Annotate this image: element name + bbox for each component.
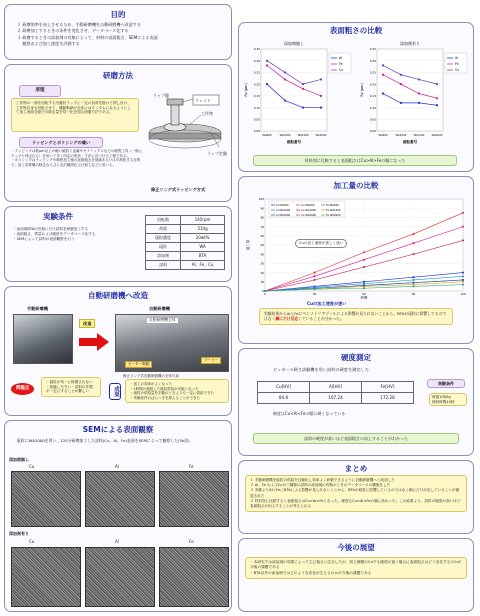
data-point — [400, 83, 402, 85]
y-tick-label: 90 — [260, 206, 264, 211]
y-tick-label: 0.00 — [369, 129, 376, 134]
legend-label: Cu WA1000 — [301, 209, 317, 212]
y-tick-label: 70 — [260, 224, 264, 229]
legend-label: Cu — [339, 68, 344, 72]
y-tick-label: 50 — [260, 243, 264, 248]
plot-area — [377, 49, 443, 131]
x-tick-label: WA2000 — [431, 134, 443, 137]
future-text: ・本研究では添加剤の効果によって主に粗さに注目したが、同じ種類のCuでも硬度が違う場合に表面粗さはどう変化するのかが今後の課題である ・BTA以外の添加剤ではどのような変化が生じるのかが今後の課題である — [245, 557, 467, 579]
result-text: ・加工の効率がよくなった ・1時間の連続した砥粒供給が可能となった ・砥粒の供給量を手動のときよりも一定に供給できた ・実験条件のばらつきを抑えることができた — [125, 379, 229, 403]
table-cell: 172.28 — [362, 393, 414, 404]
sem-panel — [4, 420, 232, 612]
x-tick-label: 120 — [460, 292, 466, 296]
summary-heading: まとめ — [344, 464, 368, 473]
data-point — [413, 242, 415, 244]
data-point — [400, 74, 402, 76]
y-tick-label: 0.05 — [253, 117, 260, 122]
x-tick-label: 30 — [312, 292, 317, 296]
table-header: Cu[HV] — [258, 382, 310, 393]
rate-note-text: 実験結果からAlとFeにペンソトリアゾールによる影響が見られないことから、BTAが砥粒に影響してるのではなく — [264, 311, 447, 322]
conditions-note: ・添加剤BTAの有無にだけ試料を研磨加工する ・表面粗さ、質量および硬度をデータベース化する ・SEMによって試料の表面観察を行う — [13, 227, 96, 242]
sem-mat-al-2: Al — [115, 539, 119, 544]
data-point — [462, 279, 464, 281]
data-point — [382, 64, 384, 66]
x-tick-label: WA1000 — [279, 134, 291, 137]
photo-tag: 自動研磨機全体 — [149, 317, 176, 322]
table-row — [146, 243, 225, 252]
legend-label: Fe — [455, 62, 459, 66]
principle-label: 原理 — [19, 85, 61, 97]
legend-label: Fe WA1000 — [326, 209, 341, 212]
rate-callout: Cuの加工速度が速い — [307, 301, 347, 306]
data-point — [382, 92, 384, 94]
table-cell: 145rpm — [181, 216, 225, 225]
diagram-label-weight: ウェイト — [195, 98, 211, 103]
chart-title: 添加剤無し — [284, 41, 304, 46]
table-cell: 荷重 — [146, 225, 181, 234]
summary-panel — [238, 460, 474, 534]
hardness-intro: ビッカース硬さ試験機を用い試料の硬度を測定した — [273, 367, 369, 372]
legend-label: Al — [455, 56, 459, 60]
method-heading: 研磨方法 — [103, 71, 133, 80]
hardness-heading: 硬度測定 — [341, 353, 371, 362]
y-tick-label: 10 — [260, 280, 264, 284]
table-header: Fe[HV] — [362, 382, 414, 393]
data-point — [363, 281, 365, 283]
data-point — [320, 95, 322, 97]
data-point — [413, 253, 415, 255]
table-cell: BTA — [181, 252, 225, 261]
legend-label: Cu WA2000 — [301, 214, 317, 217]
data-point — [462, 226, 464, 228]
y-tick-label: 0.10 — [253, 105, 260, 110]
table-cell: WA — [181, 243, 225, 252]
conditions-table — [145, 215, 225, 270]
hardness-note: 硬度はCu<Al<Feの順に硬くなっている — [273, 411, 346, 416]
roughness-chart-untreated — [243, 39, 355, 149]
rate-inner-label: Cuの加工速度が著しく速い — [295, 239, 347, 248]
x-axis-label: 時間 — [360, 296, 368, 299]
table-cell: 砥粒濃度 — [146, 234, 181, 243]
data-point — [413, 233, 415, 235]
legend-label: Al — [339, 56, 343, 60]
sem-row1-label: 添加剤無し — [9, 457, 29, 462]
pulley-tag: プーリー — [201, 357, 221, 364]
data-point — [266, 60, 268, 62]
future-panel — [238, 538, 474, 612]
data-point — [363, 285, 365, 287]
sem-mat-cu-2: Cu — [29, 539, 35, 544]
data-point — [413, 284, 415, 286]
roughness-panel — [238, 22, 474, 172]
auto-machine-label: 自動研磨機 — [149, 306, 170, 311]
data-point — [382, 74, 384, 76]
modify-arrow-label: 改造 — [79, 319, 95, 328]
sem-mat-fe-2: Fe — [189, 539, 194, 544]
data-point — [284, 71, 286, 73]
data-point — [320, 78, 322, 80]
summary-list — [245, 475, 467, 512]
rate-panel — [238, 176, 474, 344]
sem-image-fe-untreated — [159, 471, 229, 527]
table-cell: 砥粒 — [146, 243, 181, 252]
sem-image-al-treated — [85, 547, 155, 607]
x-tick-label: WA600 — [378, 134, 388, 137]
data-point — [264, 290, 266, 292]
purpose-panel — [4, 4, 232, 60]
data-point — [302, 88, 304, 90]
rate-chart — [243, 193, 471, 299]
sem-intro: 砥粒にWA2000を用い、120分研磨加工した試料(Cu、Al、Fe)表面をSEMによって観察した(5k倍) — [13, 438, 190, 443]
legend-label: Fe WA2000 — [326, 214, 341, 217]
table-row — [146, 234, 225, 243]
y-tick-label: 0.30 — [253, 58, 260, 63]
plot-area — [261, 49, 327, 131]
data-point — [314, 288, 316, 290]
purpose-item: 観察および加工速度を評価する — [17, 41, 80, 47]
table-row — [146, 252, 225, 261]
data-point — [418, 92, 420, 94]
data-point — [413, 282, 415, 284]
x-tick-label: WA2000 — [315, 134, 327, 137]
y-tick-label: 0.25 — [253, 70, 260, 75]
conditions-heading: 実験条件 — [43, 212, 73, 221]
sem-image-cu-treated — [11, 547, 81, 607]
data-point — [363, 287, 365, 289]
data-point — [314, 279, 316, 281]
summary-item: １ 手動研磨機を砥粒の供給を自動化し効率よく研磨できるように自動研磨機へと改造した — [250, 478, 395, 482]
sem-image-cu-untreated — [11, 471, 81, 527]
y-tick-label: 80 — [260, 215, 264, 220]
hardness-panel — [238, 348, 474, 456]
x-tick-label: 60 — [362, 292, 366, 296]
diff-label: ラッピングとポリシングの違い — [19, 137, 103, 148]
legend-label: Cu WA600 — [301, 204, 315, 207]
data-point — [418, 78, 420, 80]
roughness-chart-treated — [359, 39, 471, 149]
data-point — [363, 251, 365, 253]
problem-label: 問題点 — [11, 383, 34, 395]
y-tick-label: 0.35 — [253, 47, 260, 52]
hardness-conclusion: 試料の硬度が高いほど表面粗さの向上することがわかった — [253, 433, 459, 444]
photo-caption: 修正リング式自動研磨機の全体写真 — [123, 374, 179, 378]
y-tick-label: 0.25 — [369, 70, 376, 75]
legend-label: Al WA1000 — [276, 209, 291, 212]
x-tick-label: 0 — [264, 292, 266, 296]
y-axis-label: 加工量 — [246, 239, 250, 251]
y-tick-label: 0.00 — [253, 129, 260, 134]
y-tick-label: 100 — [258, 197, 264, 202]
purpose-list — [17, 22, 158, 47]
data-point — [436, 104, 438, 106]
data-point — [462, 284, 464, 286]
result-label: 成果 — [109, 383, 121, 400]
x-axis-label: 砥粒番号 — [286, 140, 302, 144]
data-point — [314, 272, 316, 274]
method-panel — [4, 64, 232, 202]
table-row — [258, 393, 414, 404]
rate-note — [259, 308, 453, 325]
data-point — [284, 99, 286, 101]
y-axis-label: Ra (μm) — [360, 83, 364, 97]
table-cell: 107.24 — [310, 393, 362, 404]
purpose-item: １ 研磨効率を向上させるため、手動研磨機を自動研磨機へ改造する — [17, 22, 141, 27]
roughness-heading: 表面粗さの比較 — [329, 26, 383, 35]
diagram-label-plate: ラップ定盤 — [207, 151, 227, 156]
y-tick-label: 0.05 — [369, 117, 376, 122]
data-point — [462, 272, 464, 274]
y-axis-label: Ra (μm) — [244, 83, 248, 97]
table-cell: Al、Fe、Cu — [181, 261, 225, 270]
table-cell: 添加剤 — [146, 252, 181, 261]
data-point — [462, 240, 464, 242]
purpose-heading: 目的 — [110, 10, 126, 19]
legend-label: Al WA600 — [276, 204, 289, 207]
data-point — [302, 106, 304, 108]
table-cell: 510g — [181, 225, 225, 234]
manual-machine-label: 手動研磨機 — [27, 306, 48, 311]
data-point — [266, 83, 268, 85]
chart-title: 添加剤有り — [400, 41, 420, 46]
y-tick-label: 0.10 — [369, 105, 376, 110]
purpose-item: ２ 研磨加工するときの条件を変化させ、データベース化する — [17, 28, 129, 34]
table-row — [146, 261, 225, 270]
table-cell: 84.6 — [258, 393, 310, 404]
y-tick-label: 0.20 — [253, 82, 260, 87]
data-point — [413, 286, 415, 288]
table-cell: 20wt% — [181, 234, 225, 243]
auto-heading: 自動研磨機へ改造 — [88, 291, 148, 300]
x-tick-label: WA600 — [262, 134, 272, 137]
y-tick-label: 0.15 — [253, 94, 260, 99]
hardness-cond-label: 実験条件 — [427, 379, 465, 388]
diff-text: ・ラッピングは数μm以上の硬い砥粒と金属やセラミックスなどの硬質工具（一般にラップと呼ばれる）を用いて早く所定の形状・寸法に近づける工程である。 ・ポリシングはラッピングや精密加工後の表面粗さを低減あるいは平滑化する目的で、加工変質層の除去ならびに光沢鏡面仕上げ加工などに用いる。 — [11, 149, 143, 168]
table-cell: 回転数 — [146, 216, 181, 225]
data-point — [284, 78, 286, 80]
data-point — [266, 64, 268, 66]
legend-label: Fe — [339, 62, 343, 66]
x-tick-label: 90 — [411, 292, 416, 296]
legend-label: Fe WA600 — [326, 204, 339, 207]
y-tick-label: 0 — [262, 289, 264, 294]
data-point — [436, 97, 438, 99]
summary-item: ３ 実験よりAlとFeにBTAによる影響が見られないことから、BTAが砥粒に影響しているのではなく銅にだけ反応していることが確認された — [250, 488, 460, 498]
table-header: Al[HV] — [310, 382, 362, 393]
data-point — [418, 102, 420, 104]
data-point — [363, 283, 365, 285]
data-point — [462, 275, 464, 277]
diagram-label-workpiece: 工作物 — [201, 111, 213, 116]
y-tick-label: 20 — [260, 270, 264, 275]
diagram-caption: 修正リング式ラッピング方式 — [151, 187, 206, 192]
y-tick-label: 0.20 — [369, 82, 376, 87]
table-cell: 試料 — [146, 261, 181, 270]
rate-heading: 加工量の比較 — [333, 181, 379, 190]
sem-mat-al-1: Al — [115, 464, 119, 469]
purpose-item: ３ 研磨するときの添加剤の有無によって、材料の表面粗さ、SEMによる表面 — [17, 34, 158, 40]
conditions-panel — [4, 206, 232, 282]
data-point — [462, 212, 464, 214]
data-point — [413, 276, 415, 278]
table-row — [146, 216, 225, 225]
data-point — [320, 106, 322, 108]
hardness-table — [257, 381, 414, 404]
sem-heading: SEMによる表面観察 — [82, 425, 154, 434]
x-tick-label: WA1000 — [395, 134, 407, 137]
rate-note-red: 銅にだけ反応 — [275, 316, 299, 322]
right-arrow-icon — [79, 333, 109, 351]
sem-row2-label: 添加剤有り — [9, 531, 29, 536]
table-row — [258, 382, 414, 393]
x-tick-label: WA1500 — [297, 134, 309, 137]
data-point — [302, 83, 304, 85]
auto-panel — [4, 286, 232, 416]
problem-text: ・砥粒が均一に研磨されない ・乾燥しやすい・試料の作製が一定にすることが難しい — [41, 377, 101, 397]
data-point — [436, 83, 438, 85]
manual-machine-photo — [13, 314, 73, 364]
y-tick-label: 0.35 — [369, 47, 376, 52]
data-point — [462, 281, 464, 283]
sem-mat-cu-1: Cu — [29, 464, 35, 469]
data-point — [363, 266, 365, 268]
y-tick-label: 0.15 — [369, 94, 376, 99]
legend-label: Cu — [455, 68, 460, 72]
legend-label: Al WA2000 — [276, 214, 291, 217]
y-tick-label: 60 — [260, 234, 264, 238]
y-tick-label: 40 — [260, 252, 264, 257]
future-heading: 今後の展望 — [337, 543, 375, 552]
sem-image-al-untreated — [85, 471, 155, 527]
data-point — [413, 279, 415, 281]
data-point — [314, 275, 316, 277]
principle-text: 工作物の一面を回転する円盤状ラップに一定の負荷を掛けて押し付け、工作物自身も回転させて、運動軌跡が全体にはランダムになるようにして加工表面全面での除去量を均一化を図る研磨方法である。 — [11, 98, 139, 132]
summary-item: ２ Al、Fe およびCuの三種類の試料の添加剤の有無のときのデータベースの構築をした — [250, 483, 391, 488]
hardness-cond-text: 荷重1000g 保持時間15秒 — [429, 393, 467, 406]
summary-item: ４ 材料別に比較すると表面粗さはCu>Al>Feとなった。硬度もCu<Al<Feの順に高かった。この結果より、試料の硬度が高いほど表面粗さが向上することが考えられる — [250, 498, 461, 509]
roughness-conclusion: 材料別に比較すると表面粗さはCu>Al>Feの順になった — [253, 155, 457, 166]
table-row — [146, 225, 225, 234]
drive-tag: モーター駆動 — [125, 361, 152, 368]
sem-image-fe-treated — [159, 547, 229, 607]
data-point — [400, 102, 402, 104]
x-axis-label: 砥粒番号 — [402, 140, 418, 144]
diagram-label-lap: ラップ盤 — [153, 93, 169, 98]
data-point — [363, 259, 365, 261]
y-tick-label: 30 — [260, 261, 264, 266]
sem-mat-fe-1: Fe — [189, 464, 194, 469]
x-tick-label: WA1500 — [413, 134, 425, 137]
y-tick-label: 0.30 — [369, 58, 376, 63]
rate-note-tail: していることが分かった。 — [298, 316, 344, 322]
